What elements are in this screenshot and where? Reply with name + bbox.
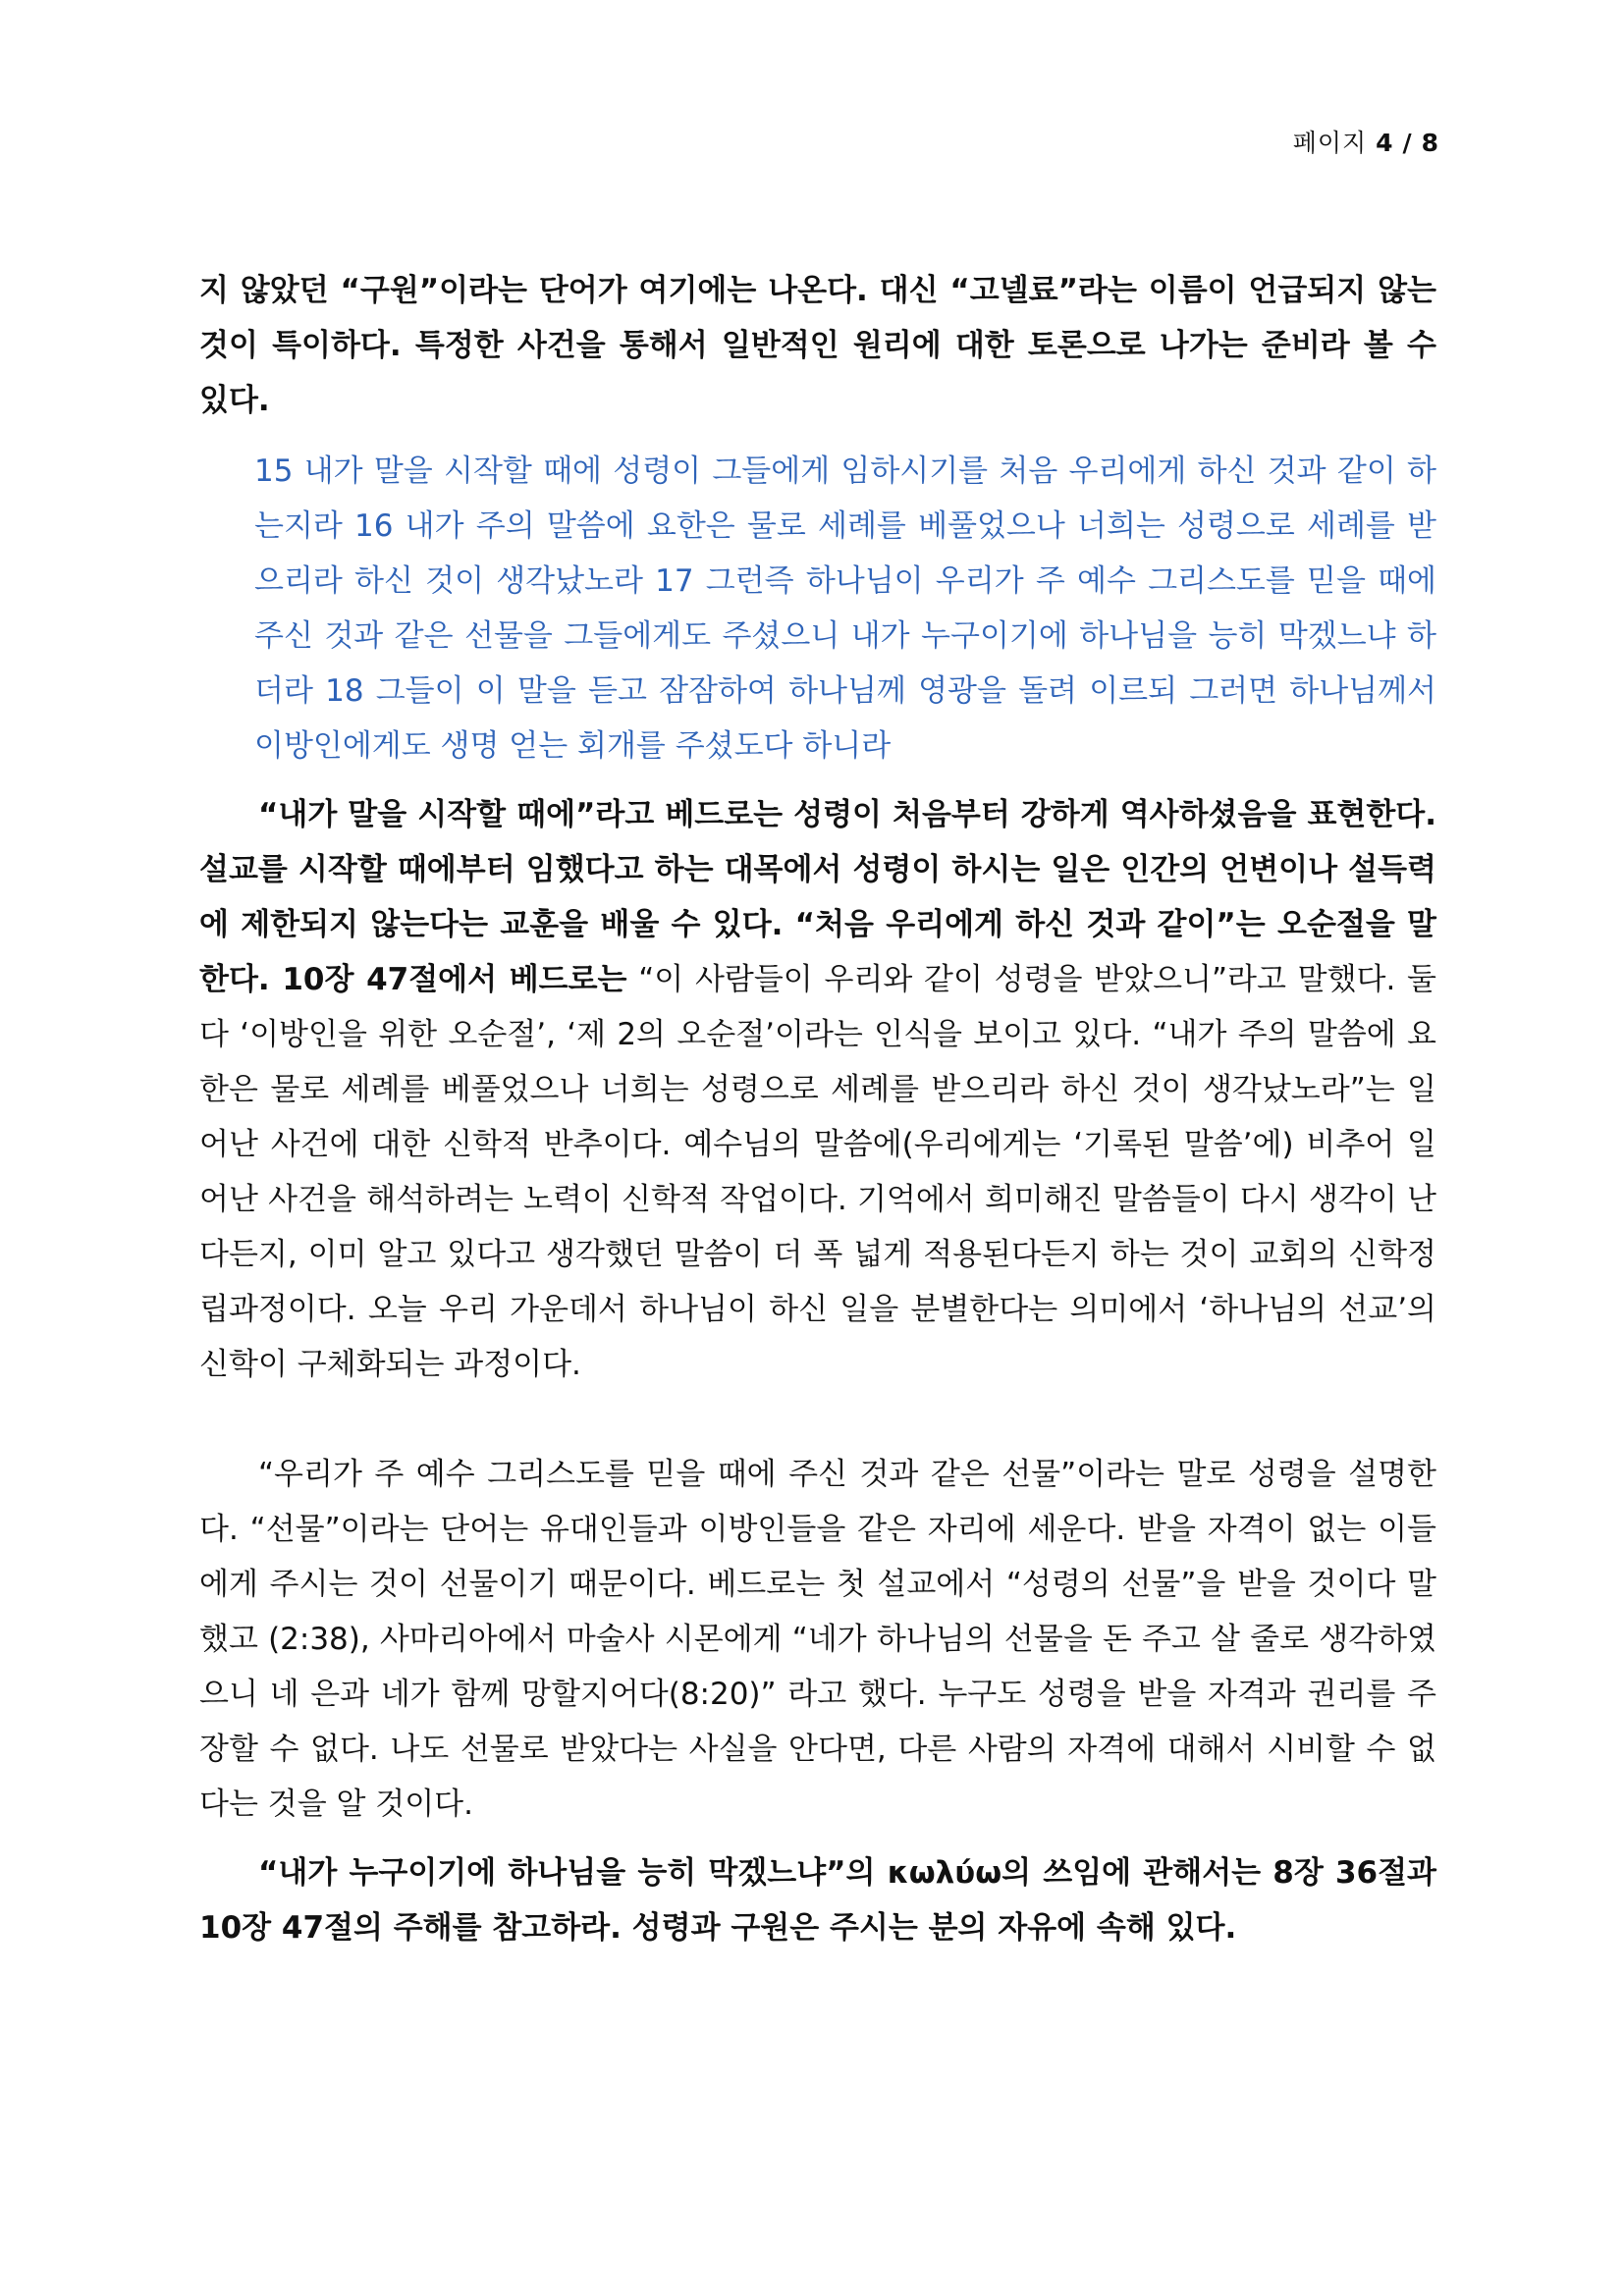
document-body [199, 263, 1436, 1955]
page-separator: / [1402, 129, 1413, 157]
paragraph-commentary-1-bold: “내가 말을 시작할 때에”라고 베드로는 성령이 처음부터 강하게 역사하셨음을 표현한다. 설교를 시작할 때에부터 임했다고 하는 대목에서 성령이 하시는 일은 인간의 언변이나 설득력에 제한되지 않는다는 교훈을 배울 수 있다. “처음 우리에게 하신 것과 같이”는 오순절을 말한다. 10장 47절에서 베드로는 [199, 797, 1436, 997]
paragraph-commentary-1 [199, 787, 1436, 1392]
page-label: 페이지 [1292, 129, 1368, 157]
page-current: 4 [1376, 129, 1394, 157]
paragraph-intro: 지 않았던 “구원”이라는 단어가 여기에는 나온다. 대신 “고넬료”라는 이름이 언급되지 않는 것이 특이하다. 특정한 사건을 통해서 일반적인 원리에 대한 토론으로 나가는 준비라 볼 수 있다. [199, 273, 1436, 418]
paragraph-commentary-2: “우리가 주 예수 그리스도를 믿을 때에 주신 것과 같은 선물”이라는 말로 성령을 설명한다. “선물”이라는 단어는 유대인들과 이방인들을 같은 자리에 세운다. 받을 자격이 없는 이들에게 주시는 것이 선물이기 때문이다. 베드로는 첫 설교에서 “성령의 선물”을 받을 것이다 말했고 (2:38), 사마리아에서 마술사 시몬에게 “네가 하나님의 선물을 돈 주고 살 줄로 생각하였으니 네 은과 네가 함께 망할지어다(8:20)” 라고 했다. 누구도 성령을 받을 자격과 권리를 주장할 수 없다. 나도 선물로 받았다는 사실을 안다면, 다른 사람의 자격에 대해서 시비할 수 없다는 것을 알 것이다. [199, 1457, 1436, 1822]
page-number-header [1293, 124, 1439, 159]
page-total: 8 [1421, 129, 1439, 157]
scripture-quote: 15 내가 말을 시작할 때에 성령이 그들에게 임하시기를 처음 우리에게 하신 것과 같이 하는지라 16 내가 주의 말씀에 요한은 물로 세례를 베풀었으나 너희는 성령으로 세례를 받으리라 하신 것이 생각났노라 17 그런즉 하나님이 우리가 주 예수 그리스도를 믿을 때에 주신 것과 같은 선물을 그들에게도 주셨으니 내가 누구이기에 하나님을 능히 막겠느냐 하더라 18 그들이 이 말을 듣고 잠잠하여 하나님께 영광을 돌려 이르되 그러면 하나님께서 이방인에게도 생명 얻는 회개를 주셨도다 하니라 [254, 454, 1436, 764]
paragraph-commentary-3: “내가 누구이기에 하나님을 능히 막겠느냐”의 κωλύω의 쓰임에 관해서는 8장 36절과 10장 47절의 주해를 참고하라. 성령과 구원은 주시는 분의 자유에 속해 있다. [199, 1855, 1436, 1946]
paragraph-commentary-1-rest: “이 사람들이 우리와 같이 성령을 받았으니”라고 말했다. 둘 다 ‘이방인을 위한 오순절’, ‘제 2의 오순절’이라는 인식을 보이고 있다. “내가 주의 말씀에 요한은 물로 세례를 베풀었으나 너희는 성령으로 세례를 받으리라 하신 것이 생각났노라”는 일어난 사건에 대한 신학적 반추이다. 예수님의 말씀에(우리에게는 ‘기록된 말씀’에) 비추어 일어난 사건을 해석하려는 노력이 신학적 작업이다. 기억에서 희미해진 말씀들이 다시 생각이 난다든지, 이미 알고 있다고 생각했던 말씀이 더 폭 넓게 적용된다든지 하는 것이 교회의 신학정립과정이다. 오늘 우리 가운데서 하나님이 하신 일을 분별한다는 의미에서 ‘하나님의 선교’의 신학이 구체화되는 과정이다. [199, 962, 1436, 1382]
